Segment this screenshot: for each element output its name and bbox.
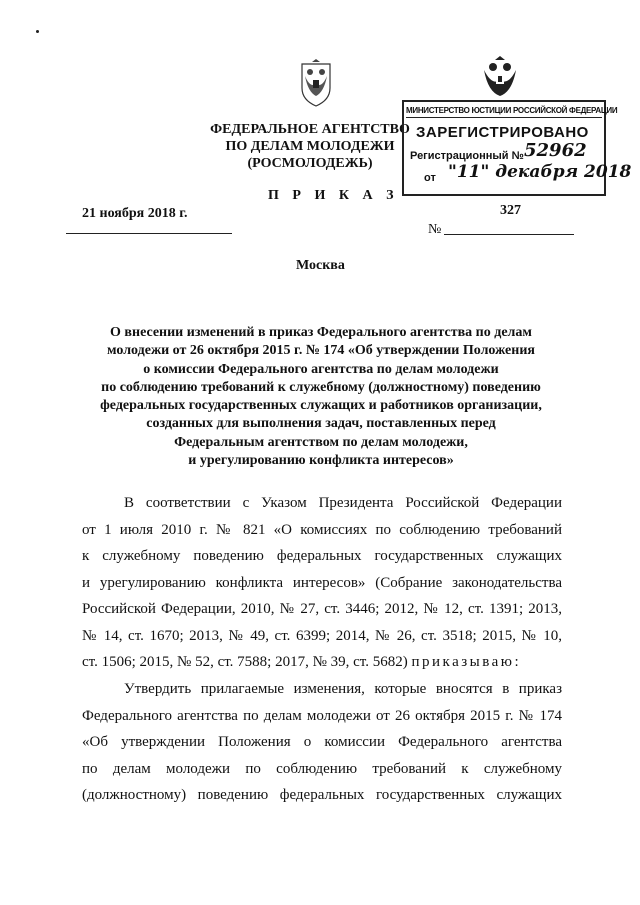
document-title (60, 324, 582, 470)
body-line: Федерального агентства по делам молодежи от 26 октября 2015 г. № 174 (82, 707, 562, 724)
registration-stamp (402, 100, 632, 196)
city: Москва (296, 258, 345, 273)
date-underline (66, 233, 232, 234)
body-line: по делам молодежи по соблюдению требований к служебному (82, 760, 562, 777)
title-line: созданных для выполнения задач, поставленных перед (146, 416, 496, 432)
title-line: молодежи от 26 октября 2015 г. № 174 «Об утверждении Положения (107, 343, 535, 359)
scan-speck (36, 30, 39, 33)
body-line: В соответствии с Указом Президента Российской Федерации (124, 495, 562, 511)
document-type: П Р И К А З (268, 188, 399, 203)
body-line: от 1 июля 2010 г. № 821 «О комиссиях по соблюдению требований (82, 521, 562, 538)
coat-of-arms-icon (296, 58, 336, 108)
number-sign: № (428, 222, 442, 237)
stamp-number-label: Регистрационный № (410, 150, 524, 162)
title-line: О внесении изменений в приказ Федерального агентства по делам (110, 325, 532, 340)
body-line: (должностному) поведению федеральных государственных служащих (82, 787, 562, 803)
body-line: № 14, ст. 1670; 2013, № 49, ст. 6399; 2014, № 26, ст. 3518; 2015, № 10, (82, 627, 562, 644)
title-line: по соблюдению требований к служебному (должностному) поведению (101, 379, 541, 395)
agency-line-1: ФЕДЕРАЛЬНОЕ АГЕНТСТВО (210, 122, 410, 137)
stamp-date-row (424, 162, 632, 190)
title-line: федеральных государственных служащих и работников организации, (100, 398, 542, 414)
title-line: и урегулированию конфликта интересов» (188, 453, 454, 469)
number-underline (444, 234, 574, 235)
agency-line-3: (РОСМОЛОДЕЖЬ) (247, 156, 373, 171)
stamp-number-value: 52962 (524, 140, 587, 161)
body-line: «Об утверждении Положения о комиссии Федерального агентства (82, 734, 562, 750)
agency-line-2: ПО ДЕЛАМ МОЛОДЕЖИ (225, 139, 395, 154)
body-line: Российской Федерации, 2010, № 27, ст. 3446; 2012, № 12, ст. 1391; 2013, (82, 601, 562, 617)
order-verb: приказываю: (411, 654, 522, 670)
title-line: о комиссии Федерального агентства по делам молодежи (143, 361, 499, 377)
stamp-eagle-icon (480, 56, 520, 100)
agency-name (210, 121, 410, 172)
body-line: к служебному поведению федеральных государственных служащих (82, 548, 562, 564)
stamp-registered-text: ЗАРЕГИСТРИРОВАНО (416, 124, 589, 141)
stamp-date-value: "11" декабря 2018 (448, 162, 632, 182)
body-line-text: ст. 1506; 2015, № 52, ст. 7588; 2017, № 39, ст. 5682) (82, 654, 408, 670)
order-number: 327 (500, 203, 521, 218)
stamp-divider (406, 117, 602, 118)
body-line-last (82, 654, 562, 680)
stamp-date-label: от (424, 172, 436, 184)
order-date: 21 ноября 2018 г. (82, 206, 188, 221)
body-line: Утвердить прилагаемые изменения, которые вносятся в приказ (124, 681, 562, 697)
stamp-ministry-text: МИНИСТЕРСТВО ЮСТИЦИИ РОССИЙСКОЙ ФЕДЕРАЦИИ (406, 106, 618, 115)
body-line: и урегулированию конфликта интересов» (Собрание законодательства (82, 574, 562, 591)
title-line: Федеральным агентством по делам молодежи, (174, 434, 468, 450)
